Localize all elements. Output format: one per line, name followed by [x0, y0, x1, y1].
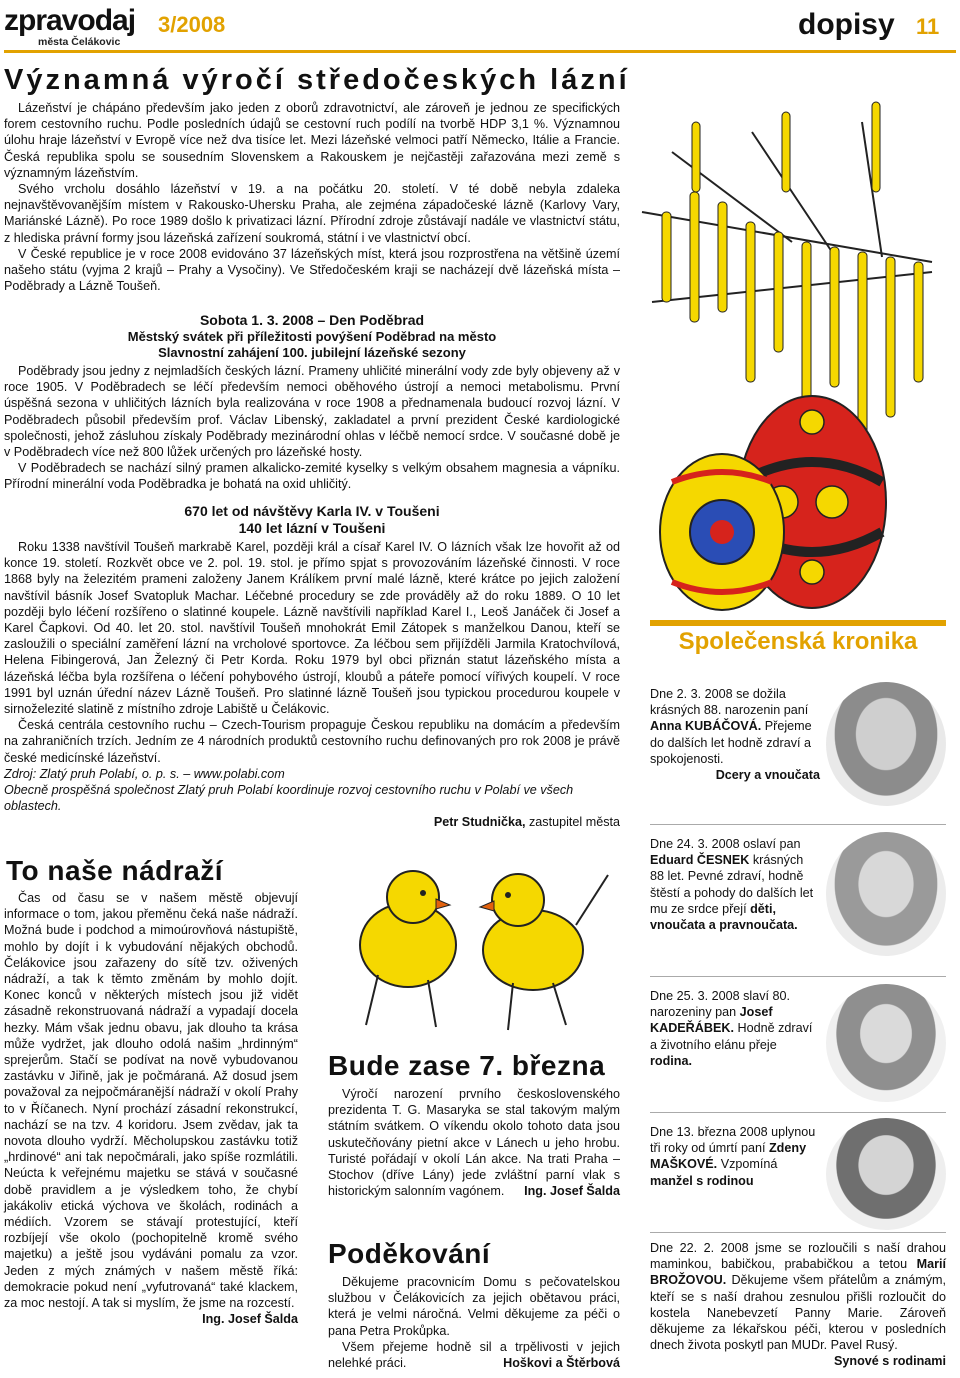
chronicle-entry-3-sign: rodina. [650, 1053, 692, 1068]
tousen-p1: Roku 1338 navštívil Toušeň markrabě Karel, později král a císař Karel IV. O lázních však lze hovořit až od konce 19. století. Rozkvět obce ve 2. pol. 19. stol. je přímo spjat s provozováním lázeňské činnosti. V roce 1868 byly na železitém prameni založeny Janem Králíkem první malé lázně, které krátce po jejich založení navštívil básník Josef Svatopluk Machar. Léčebné procedury se zde prováděly až do roku 1889. O 10 let později bylo léčení rozšířeno o slatinné koupele. Lázně navštívili například Karel I., Leoš Janáček či Josef a Karel Čapkovi. Od 40. let 20. stol. navštívil Toušeň mnohokrát Emil Zátopek s manželkou Danou, kteří se zasloužili o speciální zaměření lázní na vrcholové sportovce. Za léčbou sem přijížděli Jarmila Kratochvílová, Helena Fibingerová, Jan Železný či Petr Korda. Roku 1979 byl obci přiznán statut lázeňského místa a lázeňská léčba byla rozšířena o léčení pohybového ústrojí, kloubů a páteře pomocí vířivých koupelí. V roce 1991 byl uznán úřední název Lázně Toušeň. Pro slatinné lázně Toušeň jsou typickou procedurou koupele v sirnoželezité slatině z místního zdroje Labiště u Čelákovic. [4, 540, 620, 717]
chronicle-entry-3-name: Josef KADEŘÁBEK. [650, 1005, 773, 1036]
tousen-section [4, 503, 620, 831]
article-author-role: zastupitel města [529, 815, 620, 830]
chronicle-divider [650, 1232, 946, 1233]
station-article [4, 890, 298, 1327]
march-article-body: Výročí narození prvního československého prezidenta T. G. Masaryka se stal takovým malým státním svátkem. O víkendu okolo tohoto data jsou uskutečňovány pietní akce v Lánech u jeho hrobu. Turisté pořádají v okolí Lán akce. Na trati Praha – Stochov (dříve Lány) jede zvláštní parní vlak s historickým salonním vagónem. [328, 1087, 620, 1199]
chronicle-entry-1 [650, 686, 820, 783]
chronicle-entry-4-text: Dne 13. března 2008 uplynou tři roky od úmrtí paní [650, 1125, 816, 1156]
article-closing: Obecně prospěšná společnost Zlatý pruh Polabí koordinuje rozvoj cestovního ruchu v Polabí ve všech oblastech. [4, 783, 574, 814]
march-article-title: Bude zase 7. března [328, 1050, 606, 1081]
podebrady-p1: Poděbrady jsou jedny z nejmladších českých lázní. Prameny uhličité minerální vody zde byly objeveny až v roce 1905. V Poděbradech se léčí především nemoci oběhového ústrojí a nemoci metabolismu. První úspěšná sezona v uhličitých lázních byla realizována v roce 1908 a přednamenala budoucí rozvoj lázní. V Poděbradech působil především prof. Václav Libenský, zakladatel a první prezident České kardiologické společnosti, jehož zásluhou získaly Poděbrady mezinárodní ohlas v léčbě nemocí srdce. V současné době je v Poděbradech více než 800 lůžek určených pro lázeňské hosty. [4, 364, 620, 460]
chronicle-entry-2-name: Eduard ČESNEK [650, 853, 750, 868]
article-spa-intro [4, 100, 620, 294]
chronicle-entry-3 [650, 988, 820, 1069]
station-article-author: Ing. Josef Šalda [202, 1312, 298, 1327]
thanks-article-title: Poděkování [328, 1238, 491, 1269]
chronicle-entry-4 [650, 1124, 820, 1189]
thanks-article-p2: Všem přejeme hodně sil a trpělivosti v jejich nelehké práci. [328, 1339, 620, 1371]
station-article-body: Čas od času se v našem městě objevují informace o tom, jakou přeměnu čeká naše nádraží. Možná bude i podchod a mimoúrovňová nástupiště, mohlo by dojít i k vybudování nějakých obchodů. Čelákovice jsou zařazeny do sítě tzv. oživených nádraží, a tak k těmto změnám by mohlo dojít. Konec konců v některých místech jsou již vidět zásadně rekonstruovaná nádraží a vypadají docela hezky. Mám však jednu obavu, jak dlouho ta krása může vydržet, jak dlouho odolá našim „hrdinným“ sprejerům. Stačí se podívat na nově vybudovanou zastávku v Jiřině, jak je počmáraná. Až dosud jsem považoval za nejpočmáranější nádraží v okolí Prahy to v Říčanech. Nyní prochází zásadní rekonstrukcí, nachází se na tzv. 4 koridoru. Jsem zvědav, jak ta novota dlouho vydrží. Měcholupskou zastávku totiž „hrdinové“ ani tak nepočmárali, jako spíše rozmlátili. Neúcta k veřejnému majetku se stává v současné době pravidlem a je výsledkem toho, že chybí jakákoliv etická výchova ve školách, rodinách a médiích. Vzorem se stávají protestující, kteří rozbíjejí vše okolo (pochopitelně kromě svého majetku) a ještě jsou vydáváni pomalu za vzor. Jeden z mých známých v našem městě říká: demokracie pokud není „vyfutrovaná“ také klackem, za moc nestojí. A tak si myslím, že jsme na rozcestí. [4, 891, 298, 1311]
march-article-author: Ing. Josef Šalda [524, 1184, 620, 1199]
podebrady-season-subheading: Slavnostní zahájení 100. jubilejní lázeňské sezony [158, 345, 466, 360]
magazine-logo: zpravodaj [4, 4, 136, 37]
chick-right [480, 874, 608, 1030]
tousen-karel-heading: 670 let od návštěvy Karla IV. v Toušeni [184, 503, 440, 519]
magazine-logo-subtitle: města Čelákovic [38, 36, 121, 48]
chicks-illustration [318, 855, 618, 1040]
march-article [328, 1086, 620, 1200]
portrait-photo [826, 832, 946, 956]
article-spa-p2: Svého vrcholu dosáhlo lázeňství v 19. a na počátku 20. století. V té době nebyla zdaleka nejnavštěvovanějším místem v Rakousko-Uhersku Praha, ale zejména západočeské lázně (Karlovy Vary, Mariánské Lázně). Po roce 1989 došlo k privatizaci lázní. Přírodní zdroje zůstávají nadále ve vlastnictví státu, z hlediska právní formy jsou lázeňská zařízení soukromá, státní i ve vlastnictví obcí. [4, 182, 620, 245]
header-rule [4, 50, 956, 53]
easter-branch-illustration [632, 62, 950, 622]
chronicle-entry-5-text: Dne 22. 2. 2008 jsme se rozloučili s naší drahou maminkou, babičkou, prababičkou a tetou [650, 1241, 946, 1272]
article-spa-p3: V České republice je v roce 2008 evidováno 37 lázeňských míst, která jsou rozprostřena na většině území našeho státu (vyjma 2 krajů – Prahy a Vysočiny). Ve Středočeském kraji se nacházejí dvě lázeňská místa – Poděbrady a Lázně Toušeň. [4, 246, 620, 294]
chronicle-divider [650, 1112, 946, 1113]
chronicle-entry-5-name: Marií BROŽOVOU. [650, 1257, 946, 1288]
chronicle-entry-5-wish: Děkujeme všem přátelům a známým, kteří se s naší drahou zesnulou přišli rozloučit do kostela Nanebevzetí Panny Marie. Zároveň děkujeme za lékařskou péči, kterou v posledních dnech života poskytl pan MUDr. Pavel Rusý. [650, 1273, 946, 1353]
chronicle-entry-5-sign: Synové s rodinami [834, 1354, 946, 1369]
chronicle-entry-1-sign: Dcery a vnoučata [715, 768, 820, 783]
rubric-title: dopisy [798, 8, 895, 41]
article-spa-title: Významná výročí středočeských lázní [4, 64, 630, 96]
chronicle-divider [650, 976, 946, 977]
chronicle-title: Společenská kronika [678, 628, 918, 655]
chronicle-entry-5 [650, 1240, 946, 1370]
chronicle-entry-1-wish: Přejeme do dalších let hodně zdraví a spokojenosti. [650, 719, 812, 766]
chronicle-entry-2-wish: krásných 88 let. Pevné zdraví, hodně štěstí a pohody do dalších let mu ze srdce přejí [650, 853, 814, 916]
portrait-photo [826, 984, 946, 1102]
podebrady-p2: V Poděbradech se nachází silný pramen alkalicko-zemité kyselky s velkým obsahem magnesia a vápníku. Přírodní minerální voda Poděbradka je bohatá na oxid uhličitý. [4, 461, 620, 492]
issue-number: 3/2008 [158, 12, 226, 37]
thanks-article-author: Hoškovi a Štěrbová [503, 1356, 620, 1371]
chronicle-entry-4-wish: Vzpomíná [720, 1157, 778, 1172]
page-number: 11 [916, 14, 940, 39]
article-author: Petr Studnička, [433, 815, 526, 830]
tousen-p2: Česká centrála cestovního ruchu – Czech-Tourism propaguje Českou republiku na domácím a především na zahraničních trzích. Jedním ze 4 národních produktů cestovního ruchu definovaných pro rok 2008 je právě české medicínské lázeňství. [4, 718, 620, 765]
portrait-photo [826, 1118, 946, 1230]
chronicle-entry-4-sign: manžel s rodinou [650, 1173, 754, 1188]
podebrady-holiday-subheading: Městský svátek při příležitosti povýšení Poděbrad na město [127, 329, 497, 344]
chronicle-entry-2-text: Dne 24. 3. 2008 oslaví pan [650, 837, 801, 851]
easter-egg-yellow [660, 454, 784, 610]
podebrady-day-heading: Sobota 1. 3. 2008 – Den Poděbrad [199, 312, 425, 328]
thanks-article-p1: Děkujeme pracovnicím Domu s pečovatelskou službou v Čelákovicích za jejich obětavou práci, která je velmi náročná. Velmi děkujeme za péči o pana Petra Prokůpka. [328, 1275, 620, 1338]
chronicle-entry-4-name: Zdeny MAŠKOVÉ. [650, 1141, 807, 1172]
station-article-title: To naše nádraží [6, 855, 224, 886]
chronicle-entry-1-name: Anna KUBÁČOVÁ. [650, 719, 762, 734]
article-spa-p1: Lázeňství je chápáno především jako jeden z oborů zdravotnictví, ale zároveň je jednou ze specifických forem cestovního ruchu. Podle posledních údajů se cestovní ruch podílí na tvorbě HDP 3,1 %. Významnou úlohu hraje lázeňství v Evropě více než dva tisíce let. Mezi lázeňské velmoci patří Německo, Itálie a Francie. Česká republika spolu se sousedním Slovenskem a Rakouskem je nejčastěji zařazována mezi země s významným lázeňstvím. [4, 101, 620, 180]
chronicle-divider [650, 824, 946, 825]
chronicle-entry-3-text: Dne 25. 3. 2008 slaví 80. narozeniny pan [650, 989, 791, 1020]
chick-left [360, 871, 456, 1027]
portrait-photo [826, 682, 946, 806]
tousen-spa-heading: 140 let lázní v Toušeni [238, 520, 386, 536]
podebrady-section [4, 312, 620, 493]
chronicle-entry-3-wish: Hodně zdraví a životního elánu přeje [650, 1021, 813, 1052]
chronicle-entry-1-text: Dne 2. 3. 2008 se dožila krásných 88. narozenin paní [650, 687, 809, 718]
article-author-line [4, 814, 620, 830]
chronicle-entry-2-sign: děti, vnoučata a pravnoučata. [650, 901, 798, 933]
thanks-article [328, 1274, 620, 1371]
article-source: Zdroj: Zlatý pruh Polabí, o. p. s. – www.polabi.com [4, 766, 285, 781]
chronicle-entry-2 [650, 836, 820, 933]
